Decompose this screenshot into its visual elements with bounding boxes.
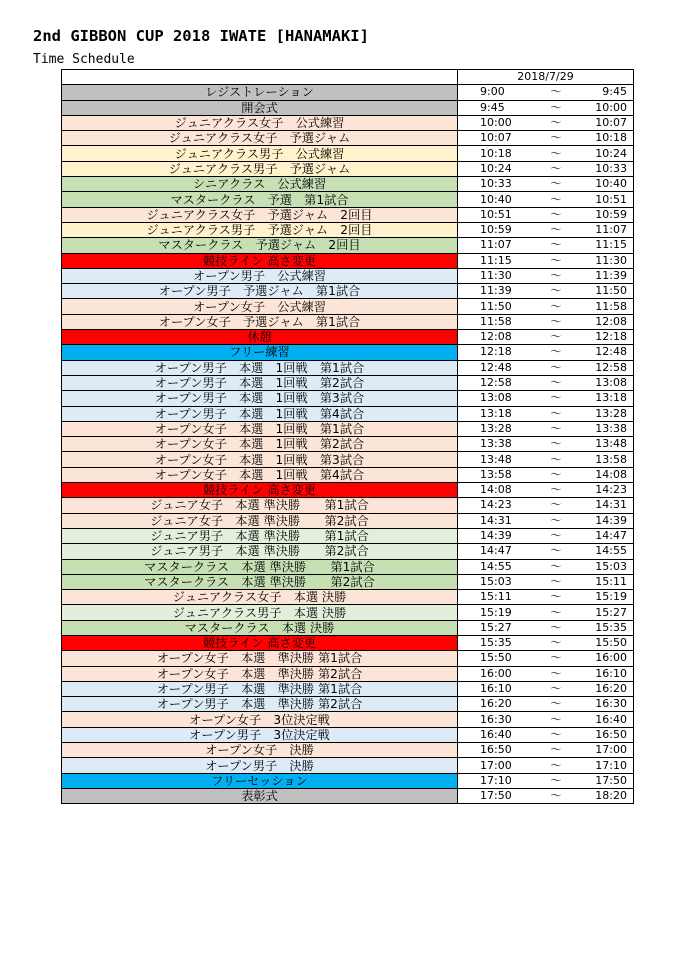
tilde-separator: ～ <box>550 345 562 359</box>
schedule-row <box>62 483 634 498</box>
start-time: 15:19 <box>480 605 512 619</box>
end-time: 14:55 <box>595 544 627 558</box>
time-cell <box>458 406 634 421</box>
schedule-row <box>62 345 634 360</box>
end-time: 14:47 <box>595 529 627 543</box>
tilde-separator: ～ <box>550 223 562 237</box>
time-cell <box>458 574 634 589</box>
end-time: 10:40 <box>595 177 627 191</box>
start-time: 9:45 <box>480 100 505 114</box>
time-cell <box>458 605 634 620</box>
end-time: 18:20 <box>595 789 627 803</box>
start-time: 13:38 <box>480 437 512 451</box>
date-cell: 2018/7/29 <box>458 70 634 85</box>
event-cell: フリーセッション <box>62 773 458 788</box>
schedule-row <box>62 743 634 758</box>
tilde-separator: ～ <box>550 513 562 527</box>
schedule-row <box>62 100 634 115</box>
event-cell: オープン女子 予選ジャム 第1試合 <box>62 314 458 329</box>
tilde-separator: ～ <box>550 498 562 512</box>
end-time: 12:58 <box>595 360 627 374</box>
start-time: 16:10 <box>480 682 512 696</box>
end-time: 16:10 <box>595 666 627 680</box>
schedule-row <box>62 559 634 574</box>
time-cell <box>458 773 634 788</box>
schedule-row <box>62 115 634 130</box>
event-cell: オープン女子 本選 1回戦 第2試合 <box>62 437 458 452</box>
end-time: 15:19 <box>595 590 627 604</box>
tilde-separator: ～ <box>550 406 562 420</box>
end-time: 14:08 <box>595 467 627 481</box>
schedule-row <box>62 421 634 436</box>
event-cell: オープン男子 本選 1回戦 第3試合 <box>62 391 458 406</box>
start-time: 14:08 <box>480 483 512 497</box>
start-time: 14:39 <box>480 529 512 543</box>
event-cell: マスタークラス 本選 決勝 <box>62 620 458 635</box>
start-time: 11:50 <box>480 299 512 313</box>
event-cell: ジュニア男子 本選 準決勝 第1試合 <box>62 528 458 543</box>
start-time: 17:50 <box>480 789 512 803</box>
event-cell: オープン女子 本選 準決勝 第1試合 <box>62 651 458 666</box>
start-time: 16:20 <box>480 697 512 711</box>
tilde-separator: ～ <box>550 116 562 130</box>
schedule-row <box>62 222 634 237</box>
event-cell: ジュニアクラス女子 本選 決勝 <box>62 590 458 605</box>
event-cell: オープン女子 本選 1回戦 第3試合 <box>62 452 458 467</box>
tilde-separator: ～ <box>550 544 562 558</box>
tilde-separator: ～ <box>550 391 562 405</box>
start-time: 12:18 <box>480 345 512 359</box>
end-time: 15:50 <box>595 636 627 650</box>
end-time: 14:23 <box>595 483 627 497</box>
start-time: 11:39 <box>480 284 512 298</box>
end-time: 17:00 <box>595 743 627 757</box>
schedule-row <box>62 544 634 559</box>
tilde-separator: ～ <box>550 376 562 390</box>
tilde-separator: ～ <box>550 697 562 711</box>
start-time: 13:08 <box>480 391 512 405</box>
event-cell: オープン女子 本選 1回戦 第1試合 <box>62 421 458 436</box>
event-cell: ジュニアクラス女子 予選ジャム 2回目 <box>62 207 458 222</box>
tilde-separator: ～ <box>550 360 562 374</box>
end-time: 16:30 <box>595 697 627 711</box>
schedule-row <box>62 253 634 268</box>
start-time: 11:15 <box>480 253 512 267</box>
end-time: 16:40 <box>595 712 627 726</box>
tilde-separator: ～ <box>550 131 562 145</box>
event-cell: 競技ライン 高さ変更 <box>62 635 458 650</box>
tilde-separator: ～ <box>550 100 562 114</box>
tilde-separator: ～ <box>550 651 562 665</box>
header-row <box>62 70 634 85</box>
time-cell <box>458 635 634 650</box>
end-time: 10:33 <box>595 161 627 175</box>
event-cell: オープン男子 3位決定戦 <box>62 727 458 742</box>
tilde-separator: ～ <box>550 590 562 604</box>
end-time: 16:20 <box>595 682 627 696</box>
end-time: 11:50 <box>595 284 627 298</box>
start-time: 11:58 <box>480 314 512 328</box>
schedule-row <box>62 574 634 589</box>
tilde-separator: ～ <box>550 177 562 191</box>
tilde-separator: ～ <box>550 452 562 466</box>
time-cell <box>458 590 634 605</box>
end-time: 13:18 <box>595 391 627 405</box>
time-cell <box>458 620 634 635</box>
start-time: 10:51 <box>480 207 512 221</box>
event-cell: フリー練習 <box>62 345 458 360</box>
schedule-row <box>62 360 634 375</box>
event-cell: 競技ライン 高さ変更 <box>62 483 458 498</box>
start-time: 12:48 <box>480 360 512 374</box>
tilde-separator: ～ <box>550 330 562 344</box>
start-time: 10:07 <box>480 131 512 145</box>
schedule-row <box>62 437 634 452</box>
start-time: 14:23 <box>480 498 512 512</box>
start-time: 11:30 <box>480 269 512 282</box>
time-cell <box>458 651 634 666</box>
schedule-row <box>62 314 634 329</box>
schedule-row <box>62 284 634 299</box>
tilde-separator: ～ <box>550 161 562 175</box>
end-time: 15:35 <box>595 620 627 634</box>
start-time: 10:59 <box>480 223 512 237</box>
end-time: 14:31 <box>595 498 627 512</box>
event-cell: ジュニア女子 本選 準決勝 第1試合 <box>62 498 458 513</box>
event-cell: オープン男子 本選 準決勝 第2試合 <box>62 697 458 712</box>
tilde-separator: ～ <box>550 712 562 726</box>
schedule-row <box>62 131 634 146</box>
time-cell <box>458 681 634 696</box>
end-time: 15:03 <box>595 559 627 573</box>
end-time: 13:28 <box>595 406 627 420</box>
time-cell <box>458 727 634 742</box>
end-time: 10:07 <box>595 116 627 130</box>
schedule-row <box>62 666 634 681</box>
event-cell: ジュニアクラス男子 予選ジャム 2回目 <box>62 222 458 237</box>
schedule-row <box>62 528 634 543</box>
tilde-separator: ～ <box>550 253 562 267</box>
start-time: 16:40 <box>480 727 512 741</box>
event-cell: 休憩 <box>62 330 458 345</box>
time-cell <box>458 299 634 314</box>
event-cell: マスタークラス 本選 準決勝 第2試合 <box>62 574 458 589</box>
event-cell: オープン男子 本選 1回戦 第1試合 <box>62 360 458 375</box>
schedule-row <box>62 85 634 100</box>
schedule-row <box>62 758 634 773</box>
tilde-separator: ～ <box>550 605 562 619</box>
end-time: 13:38 <box>595 421 627 435</box>
end-time: 12:18 <box>595 330 627 344</box>
event-cell: 開会式 <box>62 100 458 115</box>
end-time: 11:39 <box>595 269 627 282</box>
start-time: 10:00 <box>480 116 512 130</box>
event-cell: ジュニアクラス男子 本選 決勝 <box>62 605 458 620</box>
event-cell: オープン男子 決勝 <box>62 758 458 773</box>
start-time: 16:30 <box>480 712 512 726</box>
time-cell <box>458 559 634 574</box>
time-cell <box>458 330 634 345</box>
start-time: 10:33 <box>480 177 512 191</box>
end-time: 13:48 <box>595 437 627 451</box>
schedule-row <box>62 590 634 605</box>
tilde-separator: ～ <box>550 789 562 803</box>
end-time: 11:58 <box>595 299 627 313</box>
time-cell <box>458 207 634 222</box>
event-cell: 表彰式 <box>62 788 458 803</box>
start-time: 13:48 <box>480 452 512 466</box>
header-blank-cell <box>62 70 458 85</box>
event-cell: マスタークラス 予選ジャム 2回目 <box>62 238 458 253</box>
start-time: 13:28 <box>480 421 512 435</box>
schedule-table <box>61 69 634 804</box>
event-cell: マスタークラス 本選 準決勝 第1試合 <box>62 559 458 574</box>
end-time: 13:08 <box>595 376 627 390</box>
time-cell <box>458 544 634 559</box>
tilde-separator: ～ <box>550 743 562 757</box>
end-time: 15:11 <box>595 574 627 588</box>
schedule-row <box>62 268 634 283</box>
time-cell <box>458 437 634 452</box>
end-time: 10:24 <box>595 146 627 160</box>
tilde-separator: ～ <box>550 773 562 787</box>
end-time: 10:59 <box>595 207 627 221</box>
time-cell <box>458 146 634 161</box>
time-cell <box>458 115 634 130</box>
schedule-row <box>62 513 634 528</box>
schedule-row <box>62 635 634 650</box>
time-cell <box>458 268 634 283</box>
start-time: 15:27 <box>480 620 512 634</box>
time-cell <box>458 192 634 207</box>
time-cell <box>458 452 634 467</box>
end-time: 10:51 <box>595 192 627 206</box>
event-cell: ジュニア男子 本選 準決勝 第2試合 <box>62 544 458 559</box>
time-cell <box>458 712 634 727</box>
event-cell: オープン男子 公式練習 <box>62 268 458 283</box>
end-time: 16:50 <box>595 727 627 741</box>
tilde-separator: ～ <box>550 636 562 650</box>
time-cell <box>458 758 634 773</box>
start-time: 17:00 <box>480 758 512 772</box>
time-cell <box>458 253 634 268</box>
time-cell <box>458 483 634 498</box>
event-cell: レジストレーション <box>62 85 458 100</box>
time-cell <box>458 666 634 681</box>
start-time: 14:47 <box>480 544 512 558</box>
schedule-row <box>62 727 634 742</box>
schedule-row <box>62 406 634 421</box>
schedule-row <box>62 299 634 314</box>
tilde-separator: ～ <box>550 269 562 282</box>
start-time: 14:31 <box>480 513 512 527</box>
start-time: 16:50 <box>480 743 512 757</box>
time-cell <box>458 238 634 253</box>
event-cell: ジュニアクラス女子 予選ジャム <box>62 131 458 146</box>
event-cell: オープン男子 予選ジャム 第1試合 <box>62 284 458 299</box>
event-cell: シニアクラス 公式練習 <box>62 177 458 192</box>
time-cell <box>458 131 634 146</box>
end-time: 10:00 <box>595 100 627 114</box>
end-time: 14:39 <box>595 513 627 527</box>
schedule-row <box>62 391 634 406</box>
schedule-row <box>62 773 634 788</box>
time-cell <box>458 498 634 513</box>
tilde-separator: ～ <box>550 529 562 543</box>
tilde-separator: ～ <box>550 238 562 252</box>
schedule-row <box>62 788 634 803</box>
start-time: 10:24 <box>480 161 512 175</box>
start-time: 10:18 <box>480 146 512 160</box>
tilde-separator: ～ <box>550 758 562 772</box>
time-cell <box>458 421 634 436</box>
end-time: 12:48 <box>595 345 627 359</box>
schedule-row <box>62 605 634 620</box>
end-time: 9:45 <box>602 85 627 99</box>
schedule-row <box>62 238 634 253</box>
end-time: 11:07 <box>595 223 627 237</box>
tilde-separator: ～ <box>550 574 562 588</box>
time-cell <box>458 284 634 299</box>
event-cell: オープン男子 本選 1回戦 第4試合 <box>62 406 458 421</box>
tilde-separator: ～ <box>550 146 562 160</box>
event-cell: ジュニアクラス男子 公式練習 <box>62 146 458 161</box>
end-time: 16:00 <box>595 651 627 665</box>
start-time: 12:58 <box>480 376 512 390</box>
time-cell <box>458 743 634 758</box>
schedule-row <box>62 330 634 345</box>
end-time: 17:10 <box>595 758 627 772</box>
time-cell <box>458 222 634 237</box>
schedule-row <box>62 207 634 222</box>
start-time: 13:18 <box>480 406 512 420</box>
event-cell: オープン男子 本選 1回戦 第2試合 <box>62 375 458 390</box>
schedule-row <box>62 452 634 467</box>
event-cell: ジュニアクラス男子 予選ジャム <box>62 161 458 176</box>
schedule-row <box>62 651 634 666</box>
tilde-separator: ～ <box>550 666 562 680</box>
schedule-row <box>62 192 634 207</box>
document-title: 2nd GIBBON CUP 2018 IWATE [HANAMAKI] <box>33 27 369 45</box>
tilde-separator: ～ <box>550 437 562 451</box>
end-time: 11:30 <box>595 253 627 267</box>
event-cell: ジュニアクラス女子 公式練習 <box>62 115 458 130</box>
tilde-separator: ～ <box>550 620 562 634</box>
schedule-row <box>62 161 634 176</box>
start-time: 15:35 <box>480 636 512 650</box>
time-cell <box>458 360 634 375</box>
start-time: 15:03 <box>480 574 512 588</box>
tilde-separator: ～ <box>550 483 562 497</box>
time-cell <box>458 391 634 406</box>
start-time: 12:08 <box>480 330 512 344</box>
time-cell <box>458 528 634 543</box>
schedule-row <box>62 697 634 712</box>
schedule-row <box>62 177 634 192</box>
start-time: 14:55 <box>480 559 512 573</box>
event-cell: オープン男子 本選 準決勝 第1試合 <box>62 681 458 696</box>
end-time: 11:15 <box>595 238 627 252</box>
event-cell: オープン女子 本選 準決勝 第2試合 <box>62 666 458 681</box>
time-cell <box>458 177 634 192</box>
time-cell <box>458 314 634 329</box>
start-time: 11:07 <box>480 238 512 252</box>
tilde-separator: ～ <box>550 207 562 221</box>
start-time: 17:10 <box>480 773 512 787</box>
end-time: 15:27 <box>595 605 627 619</box>
time-cell <box>458 161 634 176</box>
schedule-row <box>62 467 634 482</box>
end-time: 12:08 <box>595 314 627 328</box>
end-time: 13:58 <box>595 452 627 466</box>
time-cell <box>458 697 634 712</box>
start-time: 13:58 <box>480 467 512 481</box>
event-cell: ジュニア女子 本選 準決勝 第2試合 <box>62 513 458 528</box>
schedule-row <box>62 712 634 727</box>
time-cell <box>458 513 634 528</box>
start-time: 16:00 <box>480 666 512 680</box>
event-cell: オープン女子 決勝 <box>62 743 458 758</box>
tilde-separator: ～ <box>550 467 562 481</box>
start-time: 10:40 <box>480 192 512 206</box>
event-cell: オープン女子 3位決定戦 <box>62 712 458 727</box>
tilde-separator: ～ <box>550 682 562 696</box>
schedule-row <box>62 375 634 390</box>
tilde-separator: ～ <box>550 299 562 313</box>
event-cell: オープン女子 公式練習 <box>62 299 458 314</box>
tilde-separator: ～ <box>550 559 562 573</box>
tilde-separator: ～ <box>550 85 562 99</box>
end-time: 10:18 <box>595 131 627 145</box>
time-cell <box>458 375 634 390</box>
start-time: 9:00 <box>480 85 505 99</box>
event-cell: 競技ライン 高さ変更 <box>62 253 458 268</box>
event-cell: オープン女子 本選 1回戦 第4試合 <box>62 467 458 482</box>
schedule-row <box>62 146 634 161</box>
schedule-row <box>62 620 634 635</box>
time-cell <box>458 85 634 100</box>
time-cell <box>458 345 634 360</box>
tilde-separator: ～ <box>550 284 562 298</box>
schedule-row <box>62 681 634 696</box>
tilde-separator: ～ <box>550 421 562 435</box>
end-time: 17:50 <box>595 773 627 787</box>
tilde-separator: ～ <box>550 314 562 328</box>
tilde-separator: ～ <box>550 192 562 206</box>
time-cell <box>458 100 634 115</box>
schedule-subtitle: Time Schedule <box>33 52 135 67</box>
schedule-row <box>62 498 634 513</box>
start-time: 15:50 <box>480 651 512 665</box>
time-cell <box>458 788 634 803</box>
time-cell <box>458 467 634 482</box>
tilde-separator: ～ <box>550 727 562 741</box>
start-time: 15:11 <box>480 590 512 604</box>
event-cell: マスタークラス 予選 第1試合 <box>62 192 458 207</box>
